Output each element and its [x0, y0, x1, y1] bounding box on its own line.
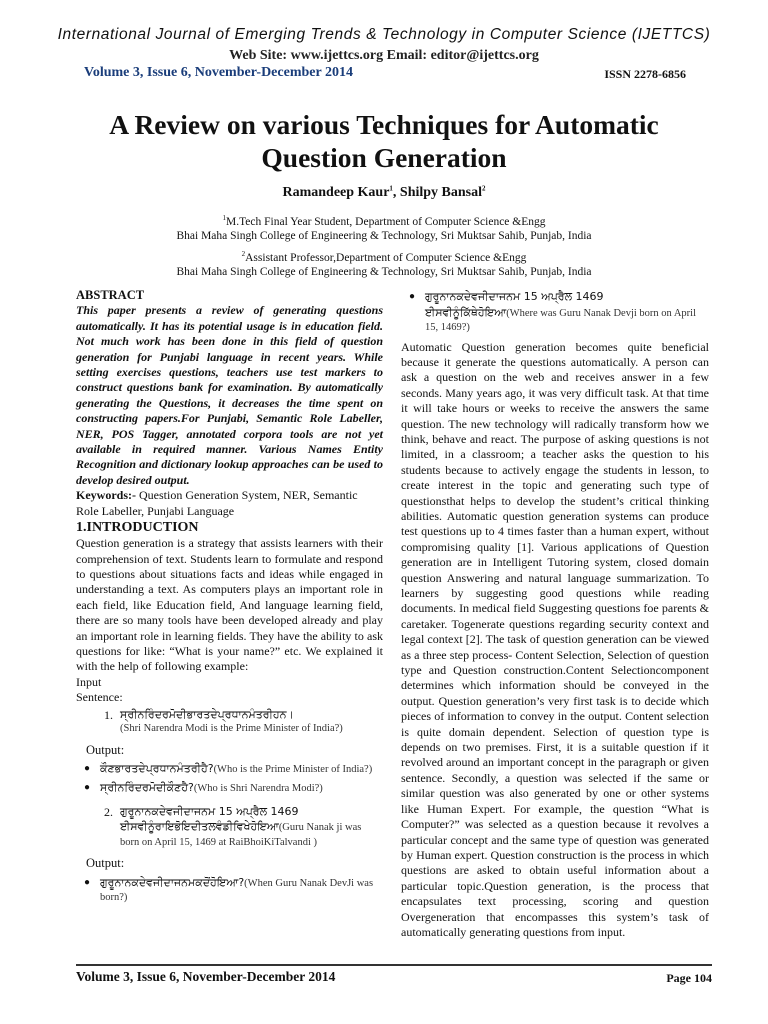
- right-example-english: (Where was Guru Nanak Devji born on April 15, 1469?): [425, 307, 697, 333]
- output-1-item-2-punjabi: ਸ੍ਰੀਨਰਿੰਦਰਮੋਦੀਕੌਣਹੈ?: [100, 781, 194, 795]
- example-2-number: 2.: [104, 804, 113, 819]
- bullet-icon: ●: [84, 782, 91, 794]
- right-body-text: Automatic Question generation becomes quite beneficial because it generate the questions automatically. A person can ask a question on the web and receives answer in a few seconds. Many years ago, it was very difficult task. At that time it will take hours or weeks to receive the answers the same question. The new technology will radically transform how we think, behave and react. The purpose of asking questions is not limited, in a classroom; a teacher asks the question to his students because to actively engage the students in lesson, to create interest in the topic and generating such type of questionsthat helps to develop the student’s critical thinking abilities. Automatic question generation systems can produce test questions up to 4 times faster than a human expert, without compromising quality [1]. Various applications of Question generation are in Intelligent Tutoring system, closed domain question Answering and natural language summarization. To learners by suggesting good questions while reading documents. In medical field Suggesting questions foe parents & caretaker. Togenerate questions regarding security context and legal context [2]. The task of question generation can be viewed as a three step process- Content Selection, Selection of question type and Question construction.Content Selectioncomponent determines which information should be conveyed in the output. Question generation’s very first task is to decide which pieces of information to convey in the output. Content selection is quite domain dependent. Selection of question type is depends on two premises. First, it is a suitable question if it revolved around an important concept in the paragraph or given sentence. Secondly, a question was selected if the same or similar question was also generated by one or other systems like Human Expert. For example, the question “What is Computer?” was selected as a question because it revolves a particular concept and the same type of question was generated by Human expert. Question construction is the process in which questions are asked to obtain useful information about a particular topic.Question generation, is the process that encapsulates text processing, scoring and question Overgeneration that encompasses this system’s task of automatically generating questions from input.: [401, 339, 709, 939]
- author-2: Shilpy Bansal: [399, 185, 483, 200]
- example-1: [76, 708, 383, 737]
- output-2-item-1: [76, 876, 383, 906]
- journal-name: International Journal of Emerging Trends & Technology in Computer Science (IJETTCS): [57, 26, 711, 43]
- affil-2-sup: 2: [241, 250, 246, 259]
- right-column: [401, 290, 709, 940]
- footer-divider: [76, 964, 712, 966]
- authors: [0, 185, 768, 201]
- output-2-item-1-english: (When Guru Nanak DevJi was born?): [100, 877, 374, 904]
- abstract-text: This paper presents a review of generating questions automatically. It has its potential usage is in education field. Not much work has been done in this field of question generation for Punjabi language in recent years. While setting exercises questions, teachers use test markers to construct questions bank for examination. By automatically generating the Questions, it decreases the time spent on constructing papers.For Punjabi, Semantic Role Labeller, NER, POS Tagger, annotated corpora tools are not yet available in required manner. Various Names Entity Recognition and dictionary lookup approaches can be used to develop desired output.: [76, 303, 383, 487]
- paper-title: A Review on various Techniques for Automatic Question Generation: [109, 109, 659, 173]
- footer-page-number: Page 104: [666, 971, 712, 985]
- affil-1-line1: M.Tech Final Year Student, Department of Computer Science &Engg: [225, 216, 546, 228]
- example-2-english: (Guru Nanak ji was born on April 15, 1469 at RaiBhoiKiTalvandi ): [120, 822, 362, 848]
- example-1-number: 1.: [104, 707, 113, 722]
- author-1-sup: 1: [389, 184, 393, 193]
- example-1-punjabi: ਸ੍ਰੀਨਰਿੰਦਰਮੋਦੀਭਾਰਤਦੇਪ੍ਰਧਾਨਮੰਤਰੀਹਨ।: [120, 707, 294, 721]
- bullet-icon: ●: [84, 762, 91, 774]
- affil-2-line1: Assistant Professor,Department of Computer Science &Engg: [245, 252, 527, 264]
- affil-1-line2: Bhai Maha Singh College of Engineering & Technology, Sri Muktsar Sahib, Punjab, India: [176, 230, 592, 242]
- output-2-item-1-punjabi: ਗੁਰੂਨਾਨਕਦੇਵਜੀਦਾਜਨਮਕਦੋਂਹੋਇਆ?: [100, 875, 245, 889]
- right-example-punjabi: ਗੁਰੂਨਾਨਕਦੇਵਜੀਦਾਜਨਮ 15 ਅਪ੍ਰੈਲ 1469 ਈਸਵੀਨੂੰਕਿੱਥੇਹੋਇਆ: [425, 290, 604, 319]
- affil-1-sup: 1: [222, 214, 226, 223]
- header-volume: Volume 3, Issue 6, November-December 2014: [84, 65, 353, 80]
- example-1-english: (Shri Narendra Modi is the Prime Minister of India?): [120, 723, 343, 735]
- intro-heading: 1.INTRODUCTION: [76, 520, 199, 536]
- abstract-heading: ABSTRACT: [76, 288, 145, 302]
- sentence-label: Sentence:: [76, 690, 123, 705]
- header-issn: ISSN 2278-6856: [604, 67, 686, 81]
- left-column: [76, 288, 383, 910]
- author-1: Ramandeep Kaur: [282, 185, 390, 200]
- author-2-sup: 2: [482, 184, 486, 193]
- output-1-item-2-english: (Who is Shri Narendra Modi?): [193, 783, 323, 795]
- output-1-item-2: [76, 781, 383, 797]
- keywords: [76, 488, 383, 519]
- bullet-icon: ●: [409, 291, 416, 302]
- affil-2-line2: Bhai Maha Singh College of Engineering & Technology, Sri Muktsar Sahib, Punjab, India: [176, 266, 592, 278]
- footer-volume: Volume 3, Issue 6, November-December 2014: [76, 969, 336, 984]
- affiliation-1: [0, 215, 768, 243]
- keywords-text: Question Generation System, NER, Semantic Role Labeller, Punjabi Language: [76, 488, 358, 518]
- example-2: [76, 805, 383, 851]
- affiliation-2: [0, 251, 768, 279]
- output-1-label: Output:: [86, 742, 125, 757]
- output-1-item-1: [76, 762, 383, 778]
- output-2-label: Output:: [86, 856, 125, 871]
- intro-text: Question generation is a strategy that assists learners with their comprehension of text. Students learn to formulate and respond to questions about situations facts and ideas while engaged in understanding a text. As computers plays an important role in each field, like Education field, And language learning field, there are so many tools have been developed already and play an important role in learning fields. They have the ability to ask questions for like: “What is your name?” etc. We explained it with the help of following example:: [76, 536, 383, 674]
- keywords-label: Keywords:-: [76, 488, 136, 503]
- output-1-item-1-english: (Who is the Prime Minister of India?): [213, 763, 373, 775]
- example-2-punjabi: ਗੁਰੂਨਾਨਕਦੇਵਜੀਦਾਜਨਮ 15 ਅਪ੍ਰੈਲ 1469 ਈਸਵੀਨੂੰਰਾਇਭੋਇਦੀਤਲਵੰਡੀਵਿਖੇਹੋਇਆ: [120, 804, 299, 834]
- author-sep: ,: [392, 185, 400, 200]
- right-example-bullet: [401, 290, 709, 336]
- output-1-item-1-punjabi: ਕੌਣਭਾਰਤਦੇਪ੍ਰਧਾਨਮੰਤਰੀਹੈ?: [100, 761, 214, 775]
- input-label: Input: [76, 674, 102, 689]
- bullet-icon: ●: [84, 876, 91, 888]
- journal-website: Web Site: www.ijettcs.org Email: editor@ijettcs.org: [229, 48, 539, 63]
